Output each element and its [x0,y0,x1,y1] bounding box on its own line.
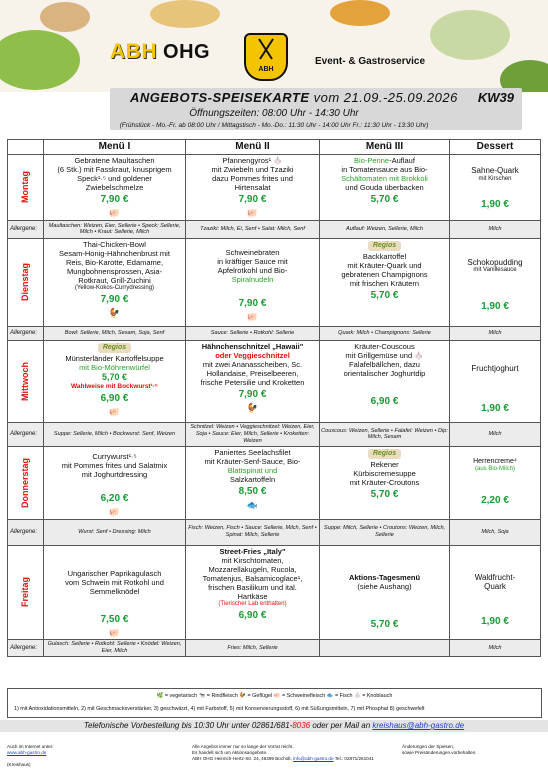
dish-line: Sahne-Quark [471,166,519,175]
price: 8,50 € [238,485,267,497]
logo-badge-icon: ABH [244,33,288,81]
price: 1,90 € [481,198,509,210]
allergen-label: Allergene: [8,640,44,656]
dish-line: Herrencreme⁴ [473,457,517,465]
dish-line: Sesam-Honig-Hähnchenbrust mit [59,248,170,258]
dish-line: Pfannengyros¹ 🧄 [222,156,283,165]
dish-line: Kürbiscremesuppe [353,469,416,479]
dish-line: Quark [484,582,506,592]
dessert-cell [450,238,541,326]
allergen-row [8,220,541,238]
regional-badge: Regios [368,241,401,251]
dish-line: Waldfrucht- [474,572,516,582]
dish-line: Zwiebelschmelze [85,183,144,192]
dish-line: Rekener [370,460,399,470]
day-label: Donnerstag [20,457,31,508]
dish-line: Bio-Penne-Auflauf [354,156,415,165]
menu-cell [186,238,320,326]
price: 1,90 € [481,403,509,415]
dish-line: mit Kräuter-Croutons [349,478,420,488]
dish-line: Münsterländer Kartoffelsuppe [65,354,164,364]
dish-line: mit Kräuter-Quark und [347,261,422,271]
allergen-text: Milch [450,220,541,238]
day-label-cell [8,155,44,221]
dish-line: oder Veggieschnitzel [215,350,290,360]
option-note: Wahlweise mit Bockwurst¹·⁵ [71,382,158,390]
poultry-icon: 🐓 [246,402,259,413]
dish-line: vom Schwein mit Rotkohl und [65,577,164,587]
fish-icon: 🐟 [246,499,259,510]
column-header: Menü I [44,140,186,155]
footer-left: Auch im Internet unter: www.abh-gastro.de (Kreishaus) [7,744,54,768]
table-header-row [8,140,541,155]
price: 7,90 € [100,194,129,205]
allergen-note: (Tierischer Lab enthalten) [218,600,287,607]
column-header: Dessert [450,140,541,155]
day-label: Dienstag [20,263,31,302]
day-label: Freitag [20,577,31,608]
food-decoration [40,2,90,32]
dish-line: mit Zwiebeln und Tzaziki [211,165,294,174]
pork-icon: 🐖 [108,506,121,517]
dish-line: mit Kirschen [478,175,512,182]
dish-line: Schältomaten mit Brokkoli [341,174,428,183]
allergen-label: Allergene: [8,422,44,446]
dessert-cell [450,545,541,640]
dish-line: Aktions-Tagesmenü [348,572,421,582]
dish-line: Street-Fries „Italy" [219,546,286,556]
dish-line: Rotkraut, Grill-Zuchini [78,275,151,285]
dish-line: in kräftiger Sauce mit [217,256,288,266]
allergen-text: Tzaziki: Milch, Ei, Senf • Salat: Milch, Senf [186,220,320,238]
allergen-text: Bowl: Sellerie, Milch, Sesam, Soja, Senf [44,326,186,340]
dish-line: (6 Stk.) mit Fasskraut, knusprigem [57,165,172,174]
day-row [8,155,541,221]
service-subtitle: Event- & Gastroservice [315,56,426,67]
column-header: Menü III [320,140,450,155]
allergen-row [8,326,541,340]
dish-line: Thai-Chicken-Bowl [83,239,146,249]
allergen-text [320,640,450,656]
allergen-text: Maultaschen: Weizen, Eier, Sellerie • Speck: Sellerie, Milch • Kraut: Sellerie, Milch [44,220,186,238]
dish-line: Fruchtjoghurt [471,363,519,373]
price: 5,70 € [370,489,399,501]
dish-line: mit frischen Kräutern [349,279,420,289]
garlic-icon: 🧄 [273,156,283,165]
regional-badge: Regios [368,449,401,459]
dish-line: Schweinebraten [225,247,280,257]
dessert-cell [450,446,541,519]
menu-cell [44,155,186,221]
dish-line: frische Petersilie und Kroketten [200,377,305,387]
dish-line: Ungarischer Paprikagulasch [67,568,162,578]
menu-cell [44,238,186,326]
price: 1,90 € [481,615,509,627]
dish-line: Semmelknödel [89,586,140,596]
dish-line: Hollandaise, Preiselbeeren, [206,368,299,378]
day-label: Mittwoch [20,361,31,401]
footer-right: Änderungen der Speisen, sowie Preisänderungen vorbehalten. [402,744,477,756]
day-label-cell [8,340,44,422]
price: 1,90 € [481,300,509,312]
allergen-text: Quark: Milch • Champignons: Sellerie [320,326,450,340]
menu-cell [44,545,186,640]
dish-line: Schokopudding [467,257,523,267]
footer-middle: Alle Angebot immer nur so lange der Vorrat reicht. Es handelt sich um Aktionsangebote. ABH OHG Heinrich-Hertz-Str. 24, 46399 Bocholt, info@abh-gastro.de Tel.: 02871/261041 [192,744,374,762]
company-logo: ABH OHG [110,40,211,63]
allergen-text: Wurst: Senf • Dressing: Milch [44,519,186,545]
allergen-row [8,519,541,545]
menu-cell [320,446,450,519]
order-info-bar [0,720,548,732]
price: 5,70 € [370,194,399,205]
day-row [8,340,541,422]
pork-icon: 🐖 [108,208,121,218]
day-label-cell [8,545,44,640]
dish-line: Mungbohnensprossen, Asia- [66,266,163,276]
dish-line: mit zwei Ananasscheiben, Sc. [202,359,303,369]
dish-line: in Tomatensauce aus Bio- [341,165,428,174]
dish-line: frischen Basilikum und ital. [208,582,297,592]
dish-line: Hirtensalat [234,183,271,192]
allergen-text: Suppe: Milch, Sellerie • Croutons: Weizen, Milch, Sellerie [320,519,450,545]
price: 7,90 € [238,388,267,400]
day-label: Montag [20,171,31,204]
day-label-cell [8,446,44,519]
allergen-text: Suppe: Sellerie, Milch • Bockwurst: Senf, Weizen [44,422,186,446]
dish-line: Reis, Bio-Karotte, Edamame, [65,257,164,267]
allergen-label: Allergene: [8,326,44,340]
price: 6,90 € [370,395,399,407]
menu-cell [320,238,450,326]
day-label-cell [8,238,44,326]
dish-line: Spiralnudeln [231,274,274,284]
price: 6,20 € [100,492,129,504]
menu-table [7,139,541,657]
order-text: Telefonische Vorbestellung bis 10:30 Uhr unter 02861/681- [83,721,293,730]
dish-line: Speck¹·⁵ und goldener [77,174,152,183]
dish-line: mit Pommes frites und Salatmix [61,460,168,470]
additive-legend: 1) mit Antioxidationsmitteln, 2) mit Geschmacksverstärker, 3) geschwärzt, 4) mit Farbstoff, 5) mit Konservierungsstoff, 6) mit Süßungsmitteln, 7) mit Phosphat 8) geschwefelt [14,706,425,712]
dish-line: und Gouda überbacken [345,183,424,192]
icon-legend: 🌿 = vegetarisch 🐄 = Rindfleisch 🐓 = Geflügel 🐖 = Schweinefleisch 🐟 = Fisch 🧄 = Knoblauch [156,693,393,699]
poultry-icon: 🐓 [108,307,121,318]
dish-line: dazu Pommes frites und [212,174,293,183]
price: 5,70 € [101,372,128,383]
day-row [8,238,541,326]
allergen-text: Milch, Soja [450,519,541,545]
page-title: ANGEBOTS-SPEISEKARTE vom 21.09.-25.09.2026 [130,90,458,105]
day-row [8,545,541,640]
order-text: oder per Mail an [310,721,373,730]
price: 5,70 € [370,290,399,302]
garlic-icon: 🧄 [414,350,424,360]
menu-cell [44,340,186,422]
info-email-link[interactable]: info@abh-gastro.de [293,756,334,762]
email-link[interactable]: kreishaus@abh-gastro.de [372,721,465,730]
header-banner [0,0,548,92]
dish-line: mit Kräuter-Senf-Sauce, Bio- [204,456,301,466]
pork-icon: 🐖 [108,627,121,638]
menu-cell [320,545,450,640]
dish-line: mit Kirschtomaten, [221,555,284,565]
dish-line: Kräuter-Couscous [354,341,415,351]
menu-cell [320,340,450,422]
dish-line: Backkartoffel [362,252,407,262]
menu-cell [320,155,450,221]
dish-line: mit Grillgemüse und 🧄 [345,350,424,360]
opening-hours: Öffnungszeiten: 08:00 Uhr - 14:30 Uhr [189,108,359,119]
phone-extension: 8036 [292,721,311,730]
price: 7,90 € [100,293,129,305]
allergen-label: Allergene: [8,519,44,545]
price: 7,90 € [238,297,267,309]
dish-line: Salzkartoffeln [229,474,276,484]
legend-box [7,688,542,718]
allergen-row [8,640,541,656]
price: 2,20 € [481,495,509,507]
week-number: KW39 [477,90,514,105]
allergen-text: Fisch: Weizen, Fisch • Sauce: Sellerie, Milch, Senf • Spinat: Milch, Sellerie [186,519,320,545]
dish-line: Currywurst¹·⁵ [92,451,137,461]
allergen-text: Gulasch: Sellerie • Rotkohl: Sellerie • Knödel: Weizen, Eier, Milch [44,640,186,656]
allergen-text: Fries: Milch, Sellerie [186,640,320,656]
price: 5,70 € [370,618,399,630]
day-row [8,446,541,519]
dish-line: Falafelbällchen, dazu [349,359,420,369]
dish-line: mit Bio-Möhrenwürfel [79,363,150,373]
allergen-text: Milch [450,640,541,656]
menu-cell [186,446,320,519]
dish-line: Hartkäse [237,591,268,601]
allergen-label: Allergene: [8,220,44,238]
dish-line: (siehe Aushang) [357,581,412,591]
allergen-text: Milch [450,326,541,340]
menu-cell [186,155,320,221]
price: 6,90 € [238,609,267,621]
food-decoration [150,0,220,28]
allergen-text: Couscous: Weizen, Sellerie • Falafel: Weizen • Dip: Milch, Sesam [320,422,450,446]
regional-badge: Regios [98,343,131,353]
dish-line: mit Vanillesauce [473,267,517,274]
allergen-text: Sauce: Sellerie • Rotkohl: Sellerie [186,326,320,340]
dish-line: Gebratene Maultaschen [74,156,155,165]
menu-cell [44,446,186,519]
dish-line: Apfelrotkohl und Bio- [217,265,288,275]
column-header: Menü II [186,140,320,155]
price: 7,50 € [100,613,129,625]
corner-cell [8,140,44,155]
dish-line: (aus Bio-Milch) [474,466,515,473]
opening-hours-detail: (Frühstück - Mo.-Fr. ab 08:00 Uhr / Mittagstisch - Mo.-Do.: 11:30 Uhr - 14:00 Uhr Fr.: 11:30 Uhr - 13:30 Uhr) [119,122,429,129]
food-decoration [0,30,80,90]
dish-line: mit Joghurtdressing [81,469,148,479]
allergen-text: Auflauf: Weizen, Sellerie, Milch [320,220,450,238]
dish-line: (Yellow-Kokos-Currydressing) [74,284,155,291]
dish-line: Hähnchenschnitzel „Hawaii" [201,341,304,351]
dish-line: gebratenen Champignons [341,270,428,280]
price: 7,90 € [238,194,267,205]
dish-line: Paniertes Seelachsfilet [214,447,291,457]
dish-line: Mozzarellakugeln, Rucola, [208,564,297,574]
pork-icon: 🐖 [108,406,121,417]
dish-line: Blattspinat und [227,465,278,475]
allergen-text: Schnitzel: Weizen • Veggieschnitzel: Weizen, Eier, Soja • Sauce: Eier, Milch, Sellerie • Kroketten: Weizen [186,422,320,446]
pork-icon: 🐖 [246,311,259,322]
food-decoration [330,0,390,26]
website-link[interactable]: www.abh-gastro.de [7,750,47,756]
dish-line: orientalischer Joghurtdip [343,368,426,378]
menu-cell [186,340,320,422]
dessert-cell [450,340,541,422]
dessert-cell [450,155,541,221]
price: 6,90 € [100,392,129,404]
allergen-text: Milch [450,422,541,446]
dish-line: Tomatenjus, Balsamicoglace¹, [202,573,303,583]
pork-icon: 🐖 [246,208,259,218]
food-decoration [430,10,510,60]
menu-cell [186,545,320,640]
allergen-row [8,422,541,446]
